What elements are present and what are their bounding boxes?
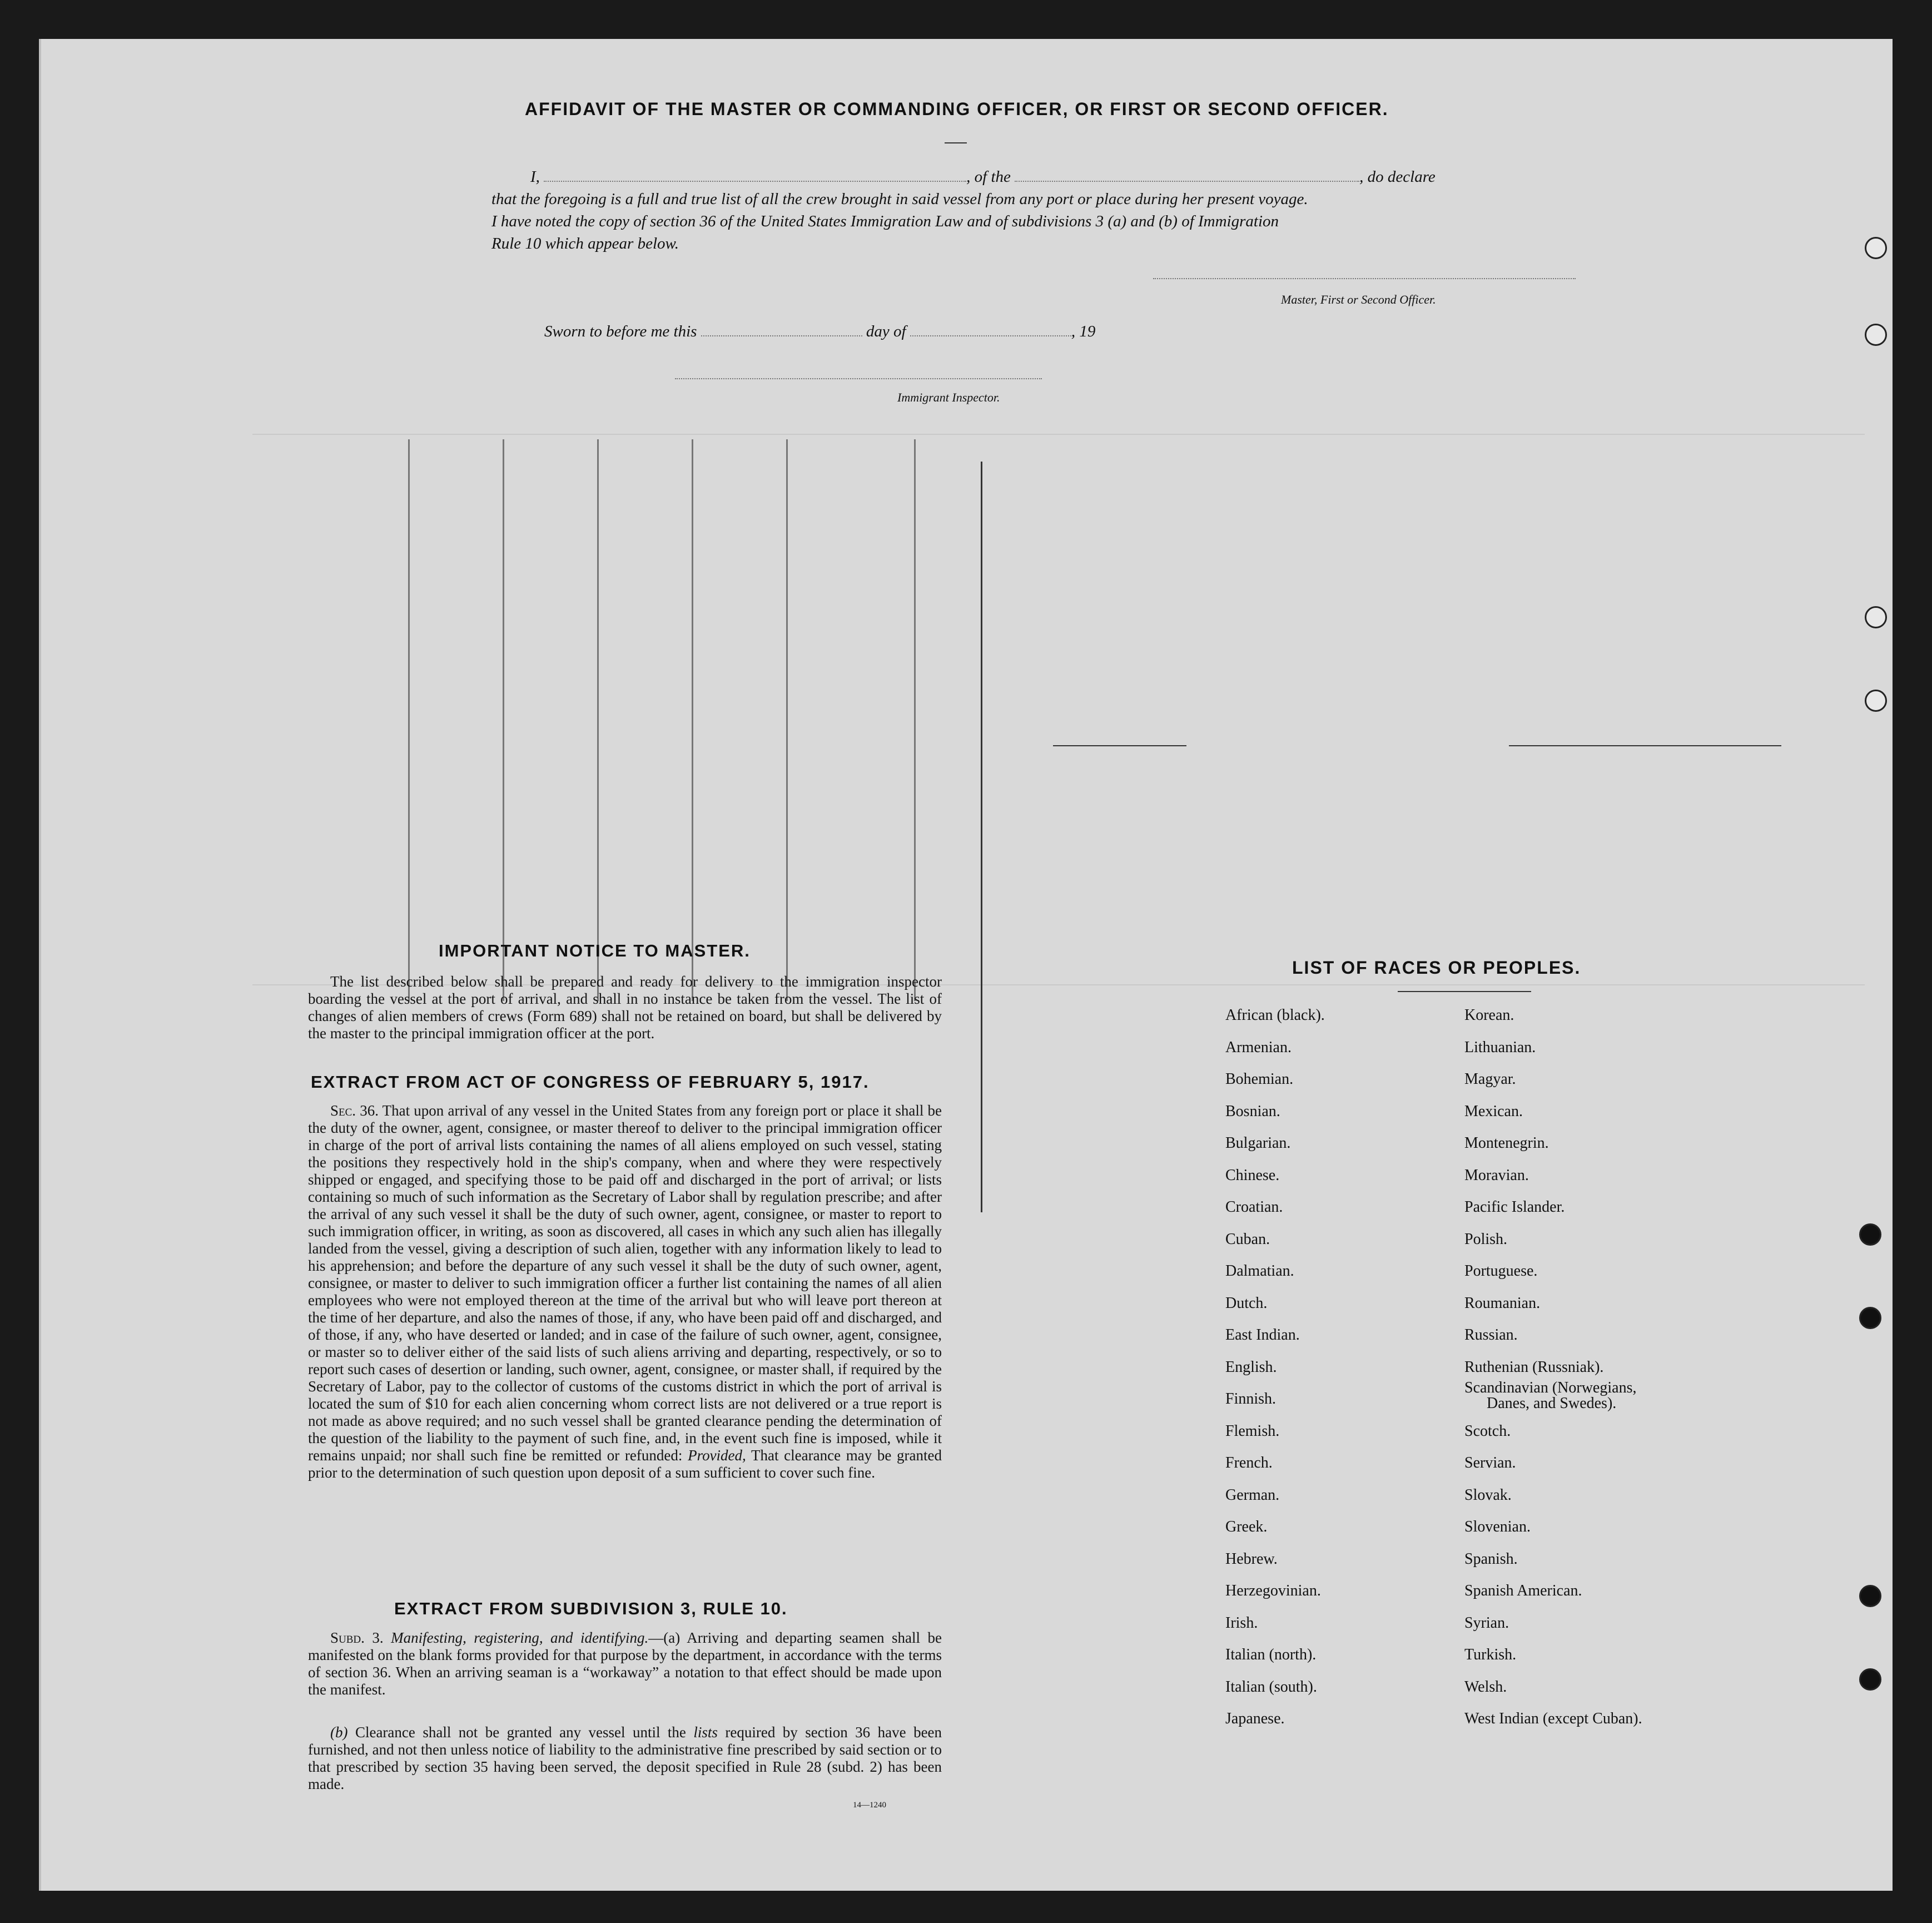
race-item: Bulgarian. bbox=[1225, 1134, 1291, 1152]
affidavit-line-3: I have noted the copy of section 36 of the United States Immigration Law and of subdivisions 3 (a) and (b) of Immigration bbox=[491, 212, 1279, 230]
affidavit-line-1 bbox=[530, 168, 1436, 186]
binder-hole bbox=[1865, 237, 1887, 259]
affidavit-line-4: Rule 10 which appear below. bbox=[491, 235, 679, 252]
signature-field[interactable] bbox=[1153, 278, 1576, 279]
vessel-name-field[interactable] bbox=[1015, 181, 1359, 182]
rule-part-b-post: required by section 36 have been furnished, and not then unless notice of liability to the administrative fine prescribed by said section or to that prescribed by section 35 having been served, the deposit specified in Rule 28 (subd. 2) has been made. bbox=[308, 1724, 942, 1792]
binder-hole bbox=[1865, 324, 1887, 346]
races-title-rule bbox=[1398, 991, 1531, 992]
column-rule bbox=[786, 439, 788, 1001]
column-rule bbox=[692, 439, 693, 1001]
race-item: East Indian. bbox=[1225, 1326, 1300, 1344]
race-item: Turkish. bbox=[1464, 1646, 1517, 1663]
race-item: Armenian. bbox=[1225, 1038, 1292, 1056]
race-item: Bohemian. bbox=[1225, 1070, 1294, 1088]
short-rule bbox=[1509, 745, 1781, 746]
column-rule bbox=[914, 439, 916, 1001]
act-section-label: Sec. 36. bbox=[330, 1102, 379, 1119]
race-item: Lithuanian. bbox=[1464, 1038, 1536, 1056]
race-item: African (black). bbox=[1225, 1007, 1325, 1024]
race-item: German. bbox=[1225, 1486, 1280, 1504]
column-rule bbox=[503, 439, 504, 1001]
form-number: 14—1240 bbox=[853, 1801, 886, 1810]
ghost-rule bbox=[252, 434, 1865, 435]
race-item: Chinese. bbox=[1225, 1166, 1280, 1184]
race-item: Slovak. bbox=[1464, 1486, 1512, 1504]
race-item: Pacific Islander. bbox=[1464, 1198, 1565, 1216]
act-body: That upon arrival of any vessel in the United States from any foreign port or place it shall be the duty of the owner, agent, consignee, or master thereof to deliver to the principal immigration officer in charge of the port of arrival lists containing the names of all aliens employed on such vessel, stating the positions they respectively hold in the ship's company, when and where they were respectively shipped or engaged, and specifying those to be paid off and discharged in the port of arrival; or lists containing so much of such information as the Secretary of Labor shall by regulation prescribe; and after the arrival of any such vessel it shall be the duty of such owner, agent, consignee, or master to report to such immigration officer, in writing, as soon as discovered, all cases in which any such alien has illegally landed from the vessel, giving a description of such alien, together with any information likely to lead to his apprehension; and before the departure of any such vessel it shall be the duty of such owner, agent, consignee, or master to deliver to such immigration officer a further list containing the names of all alien employees who were not employed thereon at the time of the arrival but who will leave port thereon at the time of her departure, and also the names of those, if any, who have been paid off and discharged, and of those, if any, who have deserted or landed; and in case of the failure of such owner, agent, consignee, or master so to deliver either of the said lists of such aliens arriving and departing, respectively, or so to report such cases of desertion or landing, such owner, agent, consignee, or master shall, if required by the Secretary of Labor, pay to the collector of customs of the customs district in which the port of arrival is located the sum of $10 for each alien concerning whom correct lists are not delivered or a true report is not made as above required; and no such vessel shall be granted clearance pending the determination of the question of the liability to the payment of such fine, and, in the event such fine is imposed, while it remains unpaid; nor shall such fine be remitted or refunded: bbox=[308, 1102, 942, 1464]
divider bbox=[945, 142, 967, 143]
race-item: Italian (north). bbox=[1225, 1646, 1317, 1663]
rule-part-b-label: (b) bbox=[330, 1724, 348, 1741]
race-item: Hebrew. bbox=[1225, 1550, 1278, 1568]
race-item: West Indian (except Cuban). bbox=[1464, 1710, 1642, 1727]
rule-title: EXTRACT FROM SUBDIVISION 3, RULE 10. bbox=[394, 1599, 788, 1618]
binder-hole bbox=[1859, 1585, 1881, 1607]
race-item: Irish. bbox=[1225, 1614, 1258, 1632]
notice-text: The list described below shall be prepared and ready for delivery to the immigration inspector boarding the vessel at the port of arrival, and shall in no instance be taken from the vessel. The list of changes of alien members of crews (Form 689) shall not be retained on board, but shall be delivered by the master to the principal immigration officer at the port. bbox=[308, 973, 942, 1042]
notice-title: IMPORTANT NOTICE TO MASTER. bbox=[439, 941, 751, 960]
race-item: Polish. bbox=[1464, 1230, 1508, 1248]
affidavit-i: I, bbox=[530, 168, 540, 186]
binder-hole bbox=[1859, 1307, 1881, 1329]
races-title: LIST OF RACES OR PEOPLES. bbox=[1292, 958, 1581, 978]
inspector-signature-field[interactable] bbox=[675, 378, 1042, 379]
race-item: Herzegovinian. bbox=[1225, 1582, 1321, 1599]
race-item: Slovenian. bbox=[1464, 1518, 1531, 1535]
race-item: Cuban. bbox=[1225, 1230, 1270, 1248]
act-provided: Provided, bbox=[688, 1447, 746, 1464]
race-item: Bosnian. bbox=[1225, 1102, 1280, 1120]
signature-label: Master, First or Second Officer. bbox=[1281, 293, 1436, 306]
act-body-end: That clearance may be granted prior to the determination of such question upon deposit of a sum sufficient to cover such fine. bbox=[308, 1447, 942, 1481]
race-item: French. bbox=[1225, 1454, 1273, 1471]
race-item: Croatian. bbox=[1225, 1198, 1283, 1216]
affidavit-of-the: , of the bbox=[966, 168, 1011, 186]
race-item: Portuguese. bbox=[1464, 1262, 1538, 1280]
race-item: Dalmatian. bbox=[1225, 1262, 1294, 1280]
race-item: Moravian. bbox=[1464, 1166, 1529, 1184]
race-item: Welsh. bbox=[1464, 1678, 1507, 1696]
rule-part-b-pre: Clearance shall not be granted any vessel until the bbox=[355, 1724, 686, 1741]
rule-part-a-text: —(a) Arriving and departing seamen shall be manifested on the blank forms provided for that purpose by the department, in accordance with the terms of section 36. When an arriving seaman is a “workaway” a notation to that effect should be made upon the manifest. bbox=[308, 1629, 942, 1698]
master-name-field[interactable] bbox=[544, 181, 966, 182]
race-item: Servian. bbox=[1464, 1454, 1516, 1471]
race-item: Korean. bbox=[1464, 1007, 1514, 1024]
race-item: Finnish. bbox=[1225, 1390, 1277, 1407]
race-item: Scotch. bbox=[1464, 1422, 1511, 1440]
binder-hole bbox=[1865, 606, 1887, 628]
column-rule bbox=[981, 462, 982, 1212]
binder-hole bbox=[1859, 1668, 1881, 1691]
sworn-month-field[interactable] bbox=[910, 335, 1071, 336]
race-item: Scandinavian (Norwegians, Danes, and Swedes). bbox=[1464, 1379, 1637, 1412]
sworn-label: Sworn to before me this bbox=[544, 323, 697, 340]
day-of-label: day of bbox=[866, 323, 906, 340]
rule-part-a bbox=[308, 1629, 942, 1698]
race-item: Roumanian. bbox=[1464, 1294, 1541, 1312]
rule-part-b bbox=[308, 1724, 942, 1793]
act-text bbox=[308, 1102, 942, 1481]
race-item: English. bbox=[1225, 1358, 1277, 1376]
race-item: Mexican. bbox=[1464, 1102, 1523, 1120]
affidavit-line-2: that the foregoing is a full and true list of all the crew brought in said vessel from any port or place during her present voyage. bbox=[491, 190, 1308, 208]
rule-subd-heading: Manifesting, registering, and identifying. bbox=[391, 1629, 649, 1646]
race-item: Russian. bbox=[1464, 1326, 1518, 1344]
rule-part-b-lists: lists bbox=[693, 1724, 718, 1741]
race-item: Magyar. bbox=[1464, 1070, 1516, 1088]
race-item: Dutch. bbox=[1225, 1294, 1268, 1312]
race-item: Spanish. bbox=[1464, 1550, 1518, 1568]
column-rule bbox=[408, 439, 410, 1001]
binder-hole bbox=[1859, 1223, 1881, 1246]
race-item: Japanese. bbox=[1225, 1710, 1285, 1727]
race-item: Spanish American. bbox=[1464, 1582, 1582, 1599]
column-rule bbox=[597, 439, 599, 1001]
races-list bbox=[1225, 1007, 1837, 1774]
race-item: Italian (south). bbox=[1225, 1678, 1317, 1696]
short-rule bbox=[1053, 745, 1186, 746]
race-item: Montenegrin. bbox=[1464, 1134, 1549, 1152]
rule-subd-label: Subd. 3. bbox=[330, 1629, 384, 1646]
race-item: Ruthenian (Russniak). bbox=[1464, 1358, 1604, 1376]
act-title: EXTRACT FROM ACT OF CONGRESS OF FEBRUARY 5, 1917. bbox=[311, 1072, 870, 1092]
sworn-line bbox=[544, 323, 1095, 341]
affidavit-declare: , do declare bbox=[1359, 168, 1436, 186]
manifest-page bbox=[39, 39, 1893, 1891]
year-label: , 19 bbox=[1071, 323, 1096, 340]
race-item: Syrian. bbox=[1464, 1614, 1509, 1632]
affidavit-title: AFFIDAVIT OF THE MASTER OR COMMANDING OFFICER, OR FIRST OR SECOND OFFICER. bbox=[525, 99, 1389, 119]
race-item: Greek. bbox=[1225, 1518, 1268, 1535]
binder-hole bbox=[1865, 690, 1887, 712]
inspector-label: Immigrant Inspector. bbox=[897, 390, 1000, 404]
sworn-day-field[interactable] bbox=[701, 335, 862, 336]
race-item: Flemish. bbox=[1225, 1422, 1280, 1440]
